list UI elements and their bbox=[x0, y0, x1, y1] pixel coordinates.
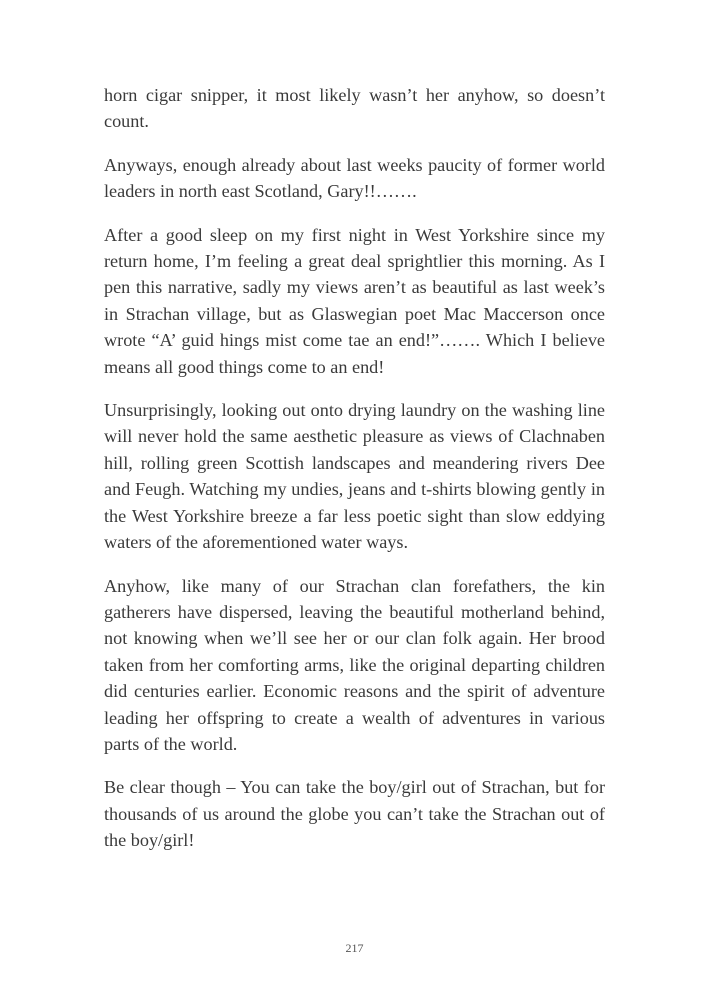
page-number: 217 bbox=[345, 941, 364, 955]
paragraph-1: horn cigar snipper, it most likely wasn’t her anyhow, so doesn’t count. bbox=[104, 85, 605, 132]
paragraph-2: Anyways, enough already about last weeks paucity of former world leaders in north east Scotland, Gary!!……. bbox=[104, 154, 605, 202]
paragraph-4: Unsurprisingly, looking out onto drying laundry on the washing line will never hold the same aesthetic pleasure as views of Clachnaben hill, rolling green Scottish landscapes and meandering rivers Dee and Feugh. Watching my undies, jeans and t-shirts blowing gently in the West Yorkshire breeze a far less poetic sight than slow eddying waters of the aforementioned water ways. bbox=[104, 400, 605, 553]
paragraph-6: Be clear though – You can take the boy/girl out of Strachan, but for thousands of us around the globe you can’t take the Strachan out of the boy/girl! bbox=[104, 777, 605, 851]
paragraph-5: Anyhow, like many of our Strachan clan forefathers, the kin gatherers have dispersed, leaving the beautiful motherland behind, not knowing when we’ll see her or our clan folk again. Her brood taken from her comforting arms, like the original departing children did centuries earlier. Economic reasons and the spirit of adventure leading her offspring to create a wealth of adventures in various parts of the world. bbox=[104, 575, 605, 754]
paragraph-3: After a good sleep on my first night in West Yorkshire since my return home, I’m feeling a great deal sprightlier this morning. As I pen this narrative, sadly my views aren’t as beautiful as last week’s in Strachan village, but as Glaswegian poet Mac Maccerson once wrote “A’ guid hings mist come tae an end!”……. Which I believe means all good things come to an end! bbox=[104, 224, 605, 377]
body-text bbox=[104, 82, 605, 871]
